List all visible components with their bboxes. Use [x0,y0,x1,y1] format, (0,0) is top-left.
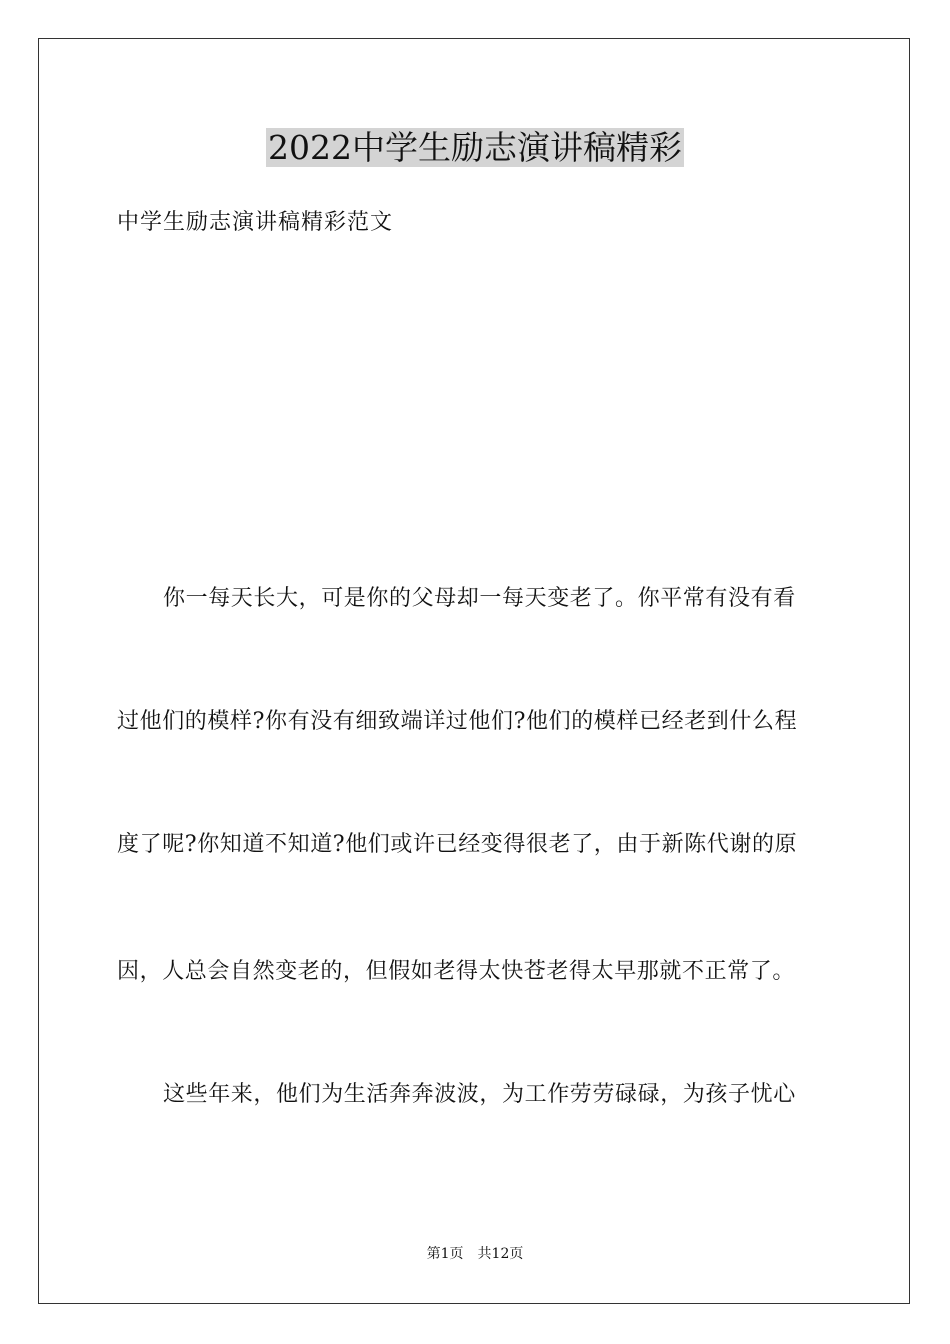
paragraph-line-2: 过他们的模样?你有没有细致端详过他们?他们的模样已经老到什么程 [117,709,798,734]
paragraph-line-4: 因，人总会自然变老的，但假如老得太快苍老得太早那就不正常了。 [117,959,796,984]
document-title [0,126,950,170]
page-footer: 第1页 共12页 [426,1246,524,1262]
document-title-text: 2022中学生励志演讲稿精彩 [268,128,682,167]
paragraph-line-1: 你一每天长大，可是你的父母却一每天变老了。你平常有没有看 [163,586,796,611]
document-subtitle: 中学生励志演讲稿精彩范文 [117,210,394,235]
paragraph-line-5: 这些年来，他们为生活奔奔波波，为工作劳劳碌碌，为孩子忧心 [163,1082,796,1107]
paragraph-line-3: 度了呢?你知道不知道?他们或许已经变得很老了，由于新陈代谢的原 [117,832,798,857]
